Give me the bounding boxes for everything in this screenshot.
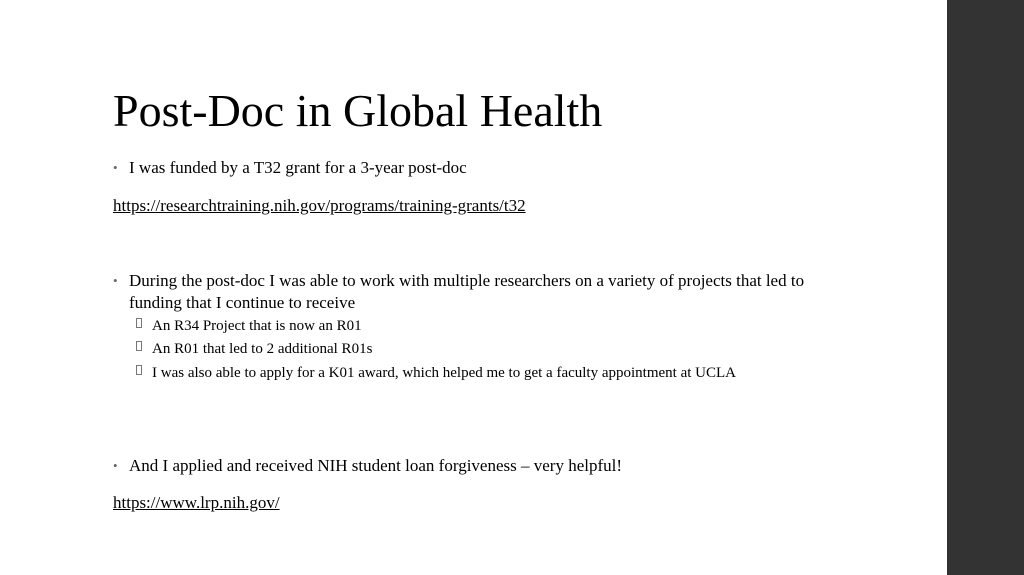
bullet-text: I was funded by a T32 grant for a 3-year post-doc (129, 158, 467, 177)
bullet-text: During the post-doc I was able to work with multiple researchers on a variety of projects that led to funding that I continue to receive (129, 271, 805, 312)
box-arrow-icon (136, 318, 142, 328)
lrp-link[interactable]: https://www.lrp.nih.gov/ (113, 493, 280, 512)
sub-item-text: An R34 Project that is now an R01 (152, 318, 362, 334)
t32-link[interactable]: https://researchtraining.nih.gov/programs/training-grants/t32 (113, 196, 526, 215)
sub-item-text: An R01 that led to 2 additional R01s (152, 341, 373, 357)
sidebar-bar (947, 0, 1024, 575)
bullet-dot-icon: • (113, 273, 118, 288)
bullet-text: And I applied and received NIH student loan forgiveness – very helpful! (129, 456, 623, 475)
slide-title: Post-Doc in Global Health (113, 85, 603, 136)
box-arrow-icon (136, 365, 142, 375)
box-arrow-icon (136, 341, 142, 351)
bullet-dot-icon: • (113, 160, 118, 175)
sub-item-text: I was also able to apply for a K01 award, which helped me to get a faculty appointment at UCLA (152, 365, 736, 381)
bullet-dot-icon: • (113, 458, 118, 473)
